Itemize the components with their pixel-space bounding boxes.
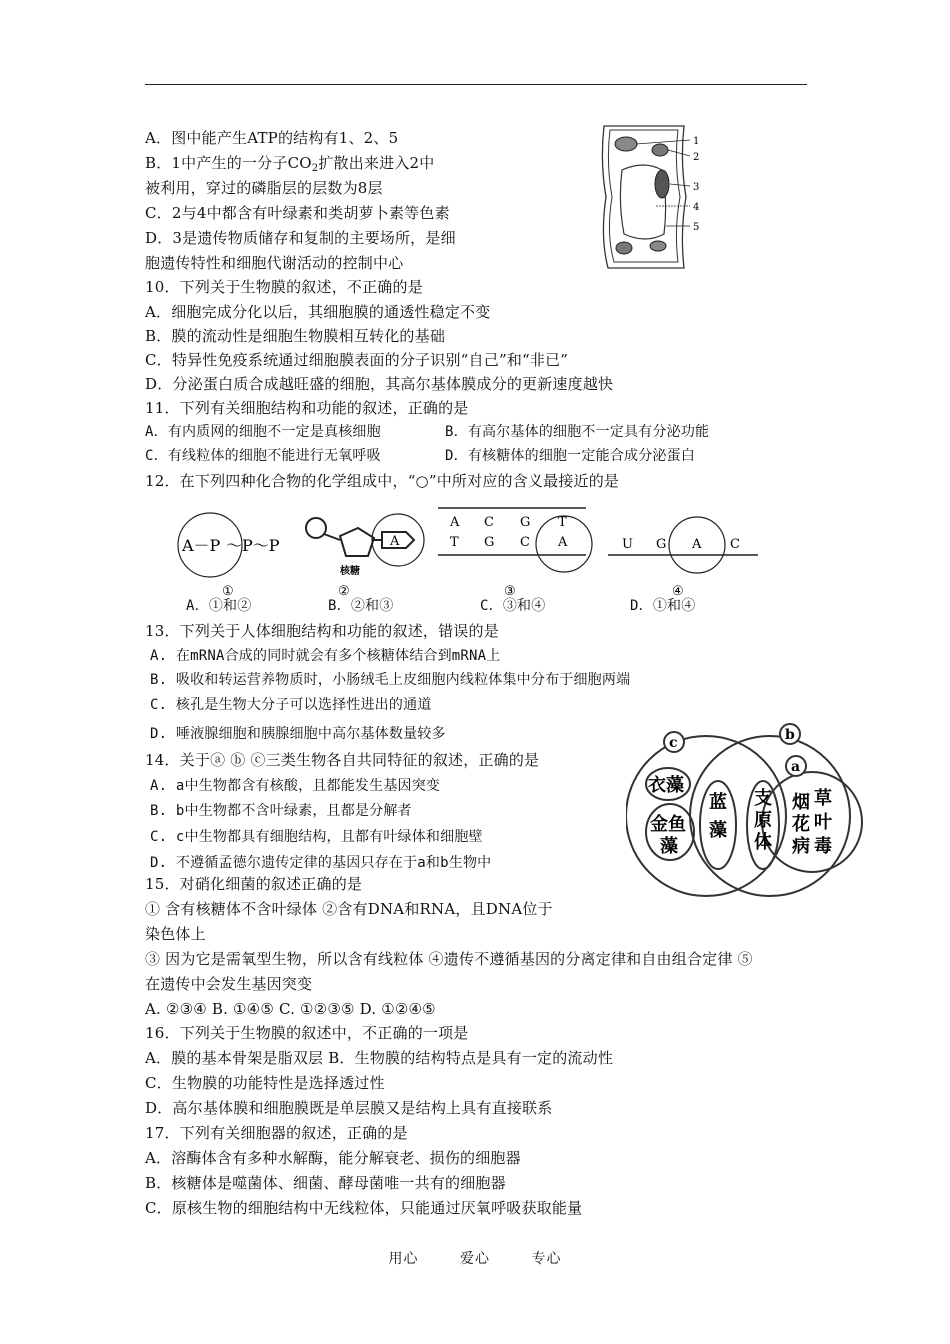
- q11-option-c: C．有线粒体的细胞不能进行无氧呼吸: [145, 448, 381, 464]
- venn-diagram: [626, 722, 866, 902]
- q13-option-a: A. 在mRNA合成的同时就会有多个核糖体结合到mRNA上: [150, 648, 501, 664]
- zhiyuanti-text-3: 体: [754, 832, 772, 853]
- virus-text-1a: 烟: [792, 792, 810, 813]
- jinyuzao-text-2: 藻: [660, 836, 678, 857]
- venn-circle-a: [762, 772, 862, 872]
- footer-item-1: 用心: [388, 1251, 419, 1267]
- q10-option-b: B．膜的流动性是细胞生物膜相互转化的基础: [145, 327, 446, 345]
- footer-item-3: 专心: [531, 1251, 562, 1267]
- fig3-bottom-3: A: [558, 535, 568, 550]
- q14-option-d: D. 不遵循孟德尔遗传定律的基因只存在于a和b生物中: [150, 855, 492, 871]
- fig1-label: ①: [222, 584, 234, 599]
- q11-option-d: D．有核糖体的细胞一定能合成分泌蛋白: [445, 448, 696, 464]
- q9-option-d-line2: 胞遗传特性和细胞代谢活动的控制中心: [145, 254, 404, 272]
- fig1-text: A－P: [182, 536, 221, 555]
- q13-option-d: D. 唾液腺细胞和胰腺细胞中高尔基体数量较多: [150, 726, 446, 742]
- fig3-bottom-0: T: [450, 535, 459, 550]
- header-rule: [145, 84, 807, 85]
- q14-stem: 14．关于ⓐ ⓑ ⓒ三类生物各自共同特征的叙述，正确的是: [145, 751, 540, 769]
- q9-option-a: A．图中能产生ATP的结构有1、2、5: [145, 129, 399, 147]
- q14-option-c: C. c中生物都具有细胞结构，且都有叶绿体和细胞壁: [150, 829, 483, 845]
- q13-option-b: B. 吸收和转运营养物质时，小肠绒毛上皮细胞内线粒体集中分布于细胞两端: [150, 672, 631, 688]
- q17-option-c: C．原核生物的细胞结构中无线粒体，只能通过厌氧呼吸获取能量: [145, 1199, 583, 1217]
- fig3-bottom-1: G: [484, 535, 495, 550]
- q9-option-d-line1: D．3是遗传物质储存和复制的主要场所，是细: [145, 229, 456, 247]
- fig4-base-0: U: [622, 537, 633, 552]
- label-b: b: [785, 727, 795, 743]
- fig3-top-3: T: [558, 515, 567, 530]
- q10-stem: 10．下列关于生物膜的叙述，不正确的是: [145, 278, 423, 296]
- q11-option-b: B．有高尔基体的细胞不一定具有分泌功能: [445, 424, 710, 440]
- virus-text-2b: 叶: [814, 812, 832, 833]
- q15-line3: ③ 因为它是需氧型生物，所以含有线粒体 ④遗传不遵循基因的分离定律和自由组合定律 ⑤: [145, 950, 753, 968]
- cell-label-5: 5: [693, 222, 700, 233]
- fig2-base: A: [390, 534, 400, 549]
- q9-option-c: C．2与4中都含有叶绿素和类胡萝卜素等色素: [145, 204, 450, 222]
- fig3-label: ③: [504, 584, 516, 599]
- q11-option-a: A．有内质网的细胞不一定是真核细胞: [145, 424, 381, 440]
- q17-option-b: B．核糖体是噬菌体、细菌、酵母菌唯一共有的细胞器: [145, 1174, 506, 1192]
- q12-option-a: A．①和②: [186, 598, 252, 614]
- fig1-tail: ～P～P: [226, 536, 280, 555]
- q13-stem: 13．下列关于人体细胞结构和功能的叙述，错误的是: [145, 622, 499, 640]
- fig3-top-0: A: [450, 515, 460, 530]
- q10-option-a: A．细胞完成分化以后，其细胞膜的通透性稳定不变: [145, 303, 491, 321]
- q11-stem: 11．下列有关细胞结构和功能的叙述，正确的是: [145, 399, 469, 417]
- footer-item-2: 爱心: [460, 1251, 490, 1267]
- virus-text-3b: 毒: [814, 836, 832, 857]
- q16-option-ab: A．膜的基本骨架是脂双层 B．生物膜的结构特点是具有一定的流动性: [145, 1049, 614, 1067]
- cell-label-4: 4: [693, 202, 700, 213]
- fig2-label: ②: [338, 584, 350, 599]
- q10-option-c: C．特异性免疫系统通过细胞膜表面的分子识别“自己”和“非已”: [145, 351, 569, 369]
- q10-option-d: D．分泌蛋白质合成越旺盛的细胞，其高尔基体膜成分的更新速度越快: [145, 375, 614, 393]
- virus-text-3a: 病: [792, 836, 810, 857]
- q12-option-d: D．①和④: [630, 598, 696, 614]
- zhiyuanti-text-1: 支: [754, 788, 772, 809]
- yizao-text: 衣藻: [648, 775, 684, 796]
- q12-stem: 12．在下列四种化合物的化学组成中，“○”中所对应的含义最接近的是: [145, 472, 620, 490]
- lanzao-text-1: 蓝: [709, 792, 727, 813]
- fig4-base-2: A: [692, 537, 702, 552]
- q12-figures: [170, 500, 770, 600]
- q16-option-d: D．高尔基体膜和细胞膜既是单层膜又是结构上具有直接联系: [145, 1099, 553, 1117]
- fig4-label: ④: [672, 584, 684, 599]
- plant-cell-figure: [596, 122, 706, 272]
- q17-stem: 17．下列有关细胞器的叙述，正确的是: [145, 1124, 408, 1142]
- q15-options: A. ②③④ B. ①④⑤ C. ①②③⑤ D. ①②④⑤: [145, 1000, 436, 1018]
- q15-line4: 在遗传中会发生基因突变: [145, 975, 313, 993]
- cell-label-3: 3: [693, 182, 700, 193]
- q13-option-c: C. 核孔是生物大分子可以选择性进出的通道: [150, 697, 432, 713]
- cell-label-1: 1: [693, 136, 700, 147]
- q12-option-c: C．③和④: [480, 598, 546, 614]
- fig3-top-2: G: [520, 515, 531, 530]
- q14-option-a: A. a中生物都含有核酸，且都能发生基因突变: [150, 778, 441, 794]
- q15-line2: 染色体上: [145, 925, 206, 943]
- q9-option-b-line1: B．1中产生的一分子$CO_2$扩散出来进入2中: [145, 154, 435, 174]
- q15-stem: 15．对硝化细菌的叙述正确的是: [145, 875, 363, 893]
- lanzao-text-2: 藻: [709, 820, 727, 841]
- q17-option-a: A．溶酶体含有多种水解酶，能分解衰老、损伤的细胞器: [145, 1149, 521, 1167]
- zhiyuanti-text-2: 原: [754, 810, 772, 831]
- jinyuzao-text-1: 金鱼: [650, 814, 686, 835]
- q16-option-c: C．生物膜的功能特性是选择透过性: [145, 1074, 385, 1092]
- fig4-base-1: G: [656, 537, 667, 552]
- page-footer: [0, 1248, 950, 1268]
- label-a: a: [791, 759, 801, 775]
- virus-text-1b: 草: [814, 788, 832, 809]
- fig3-top-1: C: [484, 515, 494, 530]
- q16-stem: 16．下列关于生物膜的叙述中，不正确的一项是: [145, 1024, 469, 1042]
- q14-option-b: B. b中生物都不含叶绿素，且都是分解者: [150, 803, 412, 819]
- q9-option-b-line2: 被利用，穿过的磷脂层的层数为8层: [145, 179, 383, 197]
- fig3-bottom-2: C: [520, 535, 530, 550]
- q15-line1: ① 含有核糖体不含叶绿体 ②含有DNA和RNA，且DNA位于: [145, 900, 553, 918]
- label-c: c: [669, 735, 678, 751]
- cell-label-2: 2: [693, 152, 700, 163]
- fig4-base-3: C: [730, 537, 740, 552]
- q12-option-b: B．②和③: [328, 598, 394, 614]
- fig2-sugar: [340, 528, 374, 556]
- fig2-phosphate: [306, 518, 326, 538]
- virus-text-2a: 花: [792, 814, 810, 835]
- fig2-sugar-label: 核糖: [340, 566, 360, 577]
